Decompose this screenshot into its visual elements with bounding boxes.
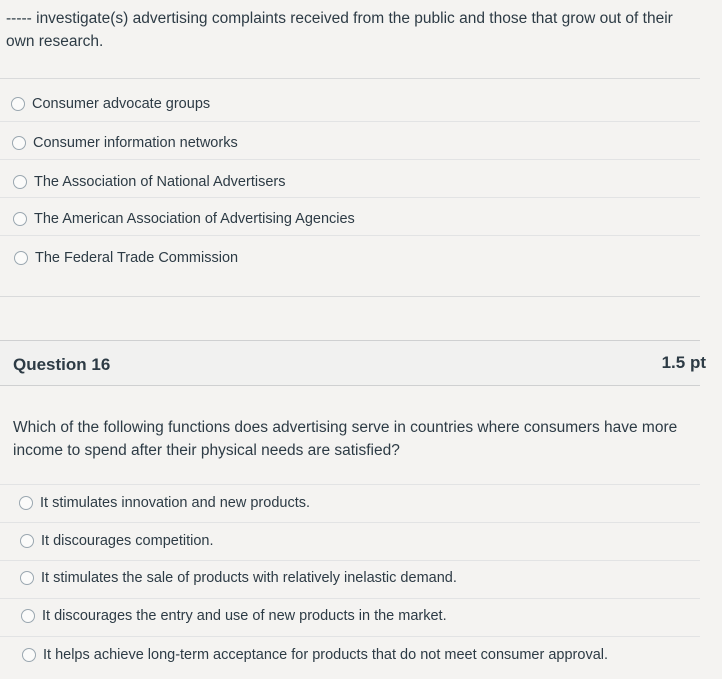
- answer-label: The Federal Trade Commission: [35, 250, 239, 266]
- answer-label: It stimulates innovation and new products.: [40, 495, 311, 511]
- answer-label: Consumer advocate groups: [32, 96, 211, 112]
- radio-button[interactable]: [13, 175, 27, 189]
- radio-button[interactable]: [11, 97, 25, 111]
- answer-label: It discourages the entry and use of new products in the market.: [42, 608, 447, 624]
- divider: [0, 522, 700, 523]
- radio-button[interactable]: [21, 609, 35, 623]
- answer-label: The Association of National Advertisers: [34, 174, 286, 190]
- question-16-text: Which of the following functions does advertising serve in countries where consumers have more income to spend after their physical needs are satisfied?: [13, 419, 678, 459]
- answer-label: It discourages competition.: [41, 533, 214, 549]
- divider: [0, 598, 700, 599]
- question-16-header: [0, 340, 706, 386]
- q15-answer-option-2[interactable]: [0, 135, 712, 151]
- q15-answer-option-5[interactable]: [0, 250, 714, 266]
- divider: [0, 159, 700, 160]
- divider: [0, 636, 700, 637]
- q16-answer-option-2[interactable]: [0, 533, 720, 549]
- radio-button[interactable]: [20, 571, 34, 585]
- radio-button[interactable]: [22, 648, 36, 662]
- answer-label: Consumer information networks: [33, 135, 238, 151]
- q16-answer-option-1[interactable]: [0, 495, 719, 511]
- divider: [0, 235, 700, 236]
- divider: [0, 78, 700, 79]
- answer-label: The American Association of Advertising Agencies: [34, 211, 355, 227]
- q16-answer-option-4[interactable]: [0, 608, 721, 624]
- question-points: 1.5 pt: [661, 353, 706, 372]
- question-title: Question 16: [13, 355, 111, 374]
- radio-button[interactable]: [14, 251, 28, 265]
- divider: [0, 484, 700, 485]
- q15-answer-option-3[interactable]: [0, 174, 713, 190]
- divider: [0, 121, 700, 122]
- radio-button[interactable]: [19, 496, 33, 510]
- question-15-blank: -----: [6, 10, 32, 27]
- answer-label: It helps achieve long-term acceptance for products that do not meet consumer approval.: [43, 647, 609, 663]
- q15-answer-option-1[interactable]: [0, 96, 711, 112]
- q16-answer-option-5[interactable]: [0, 647, 722, 663]
- question-15-prompt: investigate(s) advertising complaints received from the public and those that grow out of their own research.: [6, 10, 673, 50]
- divider: [0, 197, 700, 198]
- radio-button[interactable]: [12, 136, 26, 150]
- question-15-text: [6, 7, 696, 53]
- radio-button[interactable]: [13, 212, 27, 226]
- divider: [0, 560, 700, 561]
- q16-answer-option-3[interactable]: [0, 570, 720, 586]
- answer-label: It stimulates the sale of products with relatively inelastic demand.: [41, 570, 457, 586]
- divider: [0, 296, 700, 297]
- q15-answer-option-4[interactable]: [0, 211, 713, 227]
- radio-button[interactable]: [20, 534, 34, 548]
